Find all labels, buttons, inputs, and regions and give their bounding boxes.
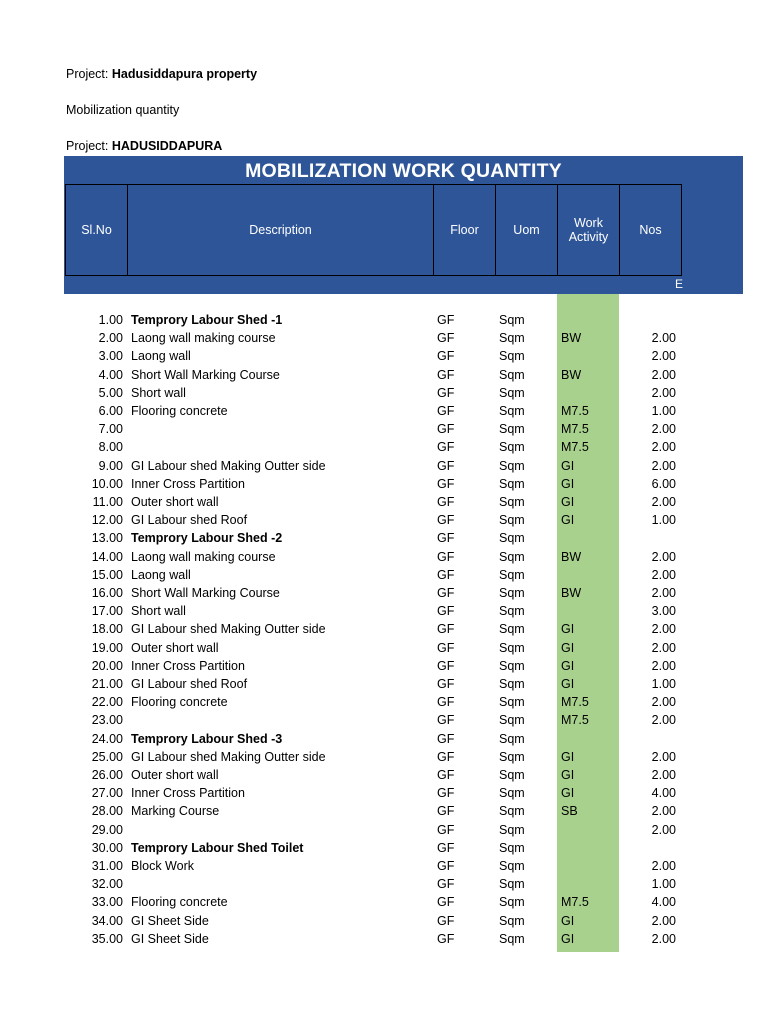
row-floor: GF xyxy=(437,404,455,418)
row-nos: 2.00 xyxy=(651,695,676,710)
row-description: Temprory Labour Shed Toilet xyxy=(131,840,304,855)
row-slno: 8.00 xyxy=(98,440,123,455)
row-slno: 23.00 xyxy=(91,713,123,728)
row-nos: 2.00 xyxy=(651,367,676,382)
row-slno: 15.00 xyxy=(91,567,123,582)
table-row xyxy=(0,802,768,820)
row-work-activity: M7.5 xyxy=(561,440,589,455)
row-floor: GF xyxy=(437,458,455,473)
table-row xyxy=(0,875,768,893)
table-row xyxy=(0,584,768,602)
table-row xyxy=(0,893,768,911)
row-work-activity: GI xyxy=(561,677,575,691)
row-uom: Sqm xyxy=(499,549,525,564)
row-uom: Sqm xyxy=(499,622,525,637)
row-slno: 30.00 xyxy=(91,840,123,855)
row-floor: GF xyxy=(437,731,455,746)
row-description: Temprory Labour Shed -1 xyxy=(131,313,283,327)
row-uom: Sqm xyxy=(499,859,525,873)
row-work-activity: BW xyxy=(561,367,582,382)
row-nos: 2.00 xyxy=(651,749,676,764)
row-work-activity: GI xyxy=(561,622,575,637)
row-slno: 16.00 xyxy=(91,586,123,600)
row-description: Inner Cross Partition xyxy=(131,476,245,491)
table-row xyxy=(0,457,768,475)
subtitle-line: Mobilization quantity xyxy=(66,103,180,117)
row-work-activity: GI xyxy=(561,931,575,946)
row-work-activity: GI xyxy=(561,458,575,473)
row-floor: GF xyxy=(437,367,455,382)
table-row xyxy=(0,475,768,493)
row-nos: 2.00 xyxy=(651,458,676,473)
row-description: Laong wall xyxy=(131,567,191,582)
row-slno: 9.00 xyxy=(98,458,123,473)
row-nos: 2.00 xyxy=(651,567,676,582)
row-description: Flooring concrete xyxy=(131,695,228,710)
row-floor: GF xyxy=(437,385,455,400)
row-nos: 4.00 xyxy=(651,786,676,801)
table-row xyxy=(0,347,768,365)
row-floor: GF xyxy=(437,749,455,764)
table-row xyxy=(0,366,768,384)
row-description: GI Sheet Side xyxy=(131,931,209,946)
row-uom: Sqm xyxy=(499,895,525,910)
row-floor: GF xyxy=(437,931,455,946)
row-work-activity: BW xyxy=(561,586,582,600)
row-nos: 2.00 xyxy=(651,640,676,655)
row-uom: Sqm xyxy=(499,567,525,582)
row-description: Temprory Labour Shed -2 xyxy=(131,531,283,546)
row-nos: 3.00 xyxy=(651,604,676,619)
row-nos: 2.00 xyxy=(651,622,676,637)
row-uom: Sqm xyxy=(499,713,525,728)
row-slno: 19.00 xyxy=(91,640,123,655)
row-work-activity: GI xyxy=(561,495,575,509)
row-floor: GF xyxy=(437,768,455,782)
header-trailing-letter: E xyxy=(675,277,684,291)
table-row xyxy=(0,602,768,620)
row-slno: 14.00 xyxy=(91,549,123,564)
table-row xyxy=(0,529,768,547)
row-nos: 2.00 xyxy=(651,913,676,928)
row-floor: GF xyxy=(437,476,455,491)
row-slno: 20.00 xyxy=(91,658,123,673)
row-work-activity: BW xyxy=(561,331,582,346)
row-description: Inner Cross Partition xyxy=(131,786,245,801)
row-floor: GF xyxy=(437,677,455,691)
col-header-nos: Nos xyxy=(620,185,682,276)
row-floor: GF xyxy=(437,422,455,437)
row-work-activity: GI xyxy=(561,749,575,764)
col-header-work-activity-line2: Activity xyxy=(568,230,609,244)
row-slno: 3.00 xyxy=(98,349,123,364)
row-uom: Sqm xyxy=(499,640,525,655)
row-slno: 32.00 xyxy=(91,877,123,892)
project-name: Hadusiddapura property xyxy=(111,67,258,81)
project-line xyxy=(66,67,257,81)
row-nos: 2.00 xyxy=(651,658,676,673)
row-uom: Sqm xyxy=(499,495,525,509)
row-nos: 2.00 xyxy=(651,586,676,600)
row-floor: GF xyxy=(437,877,455,892)
row-description: Short wall xyxy=(131,385,186,400)
row-uom: Sqm xyxy=(499,840,525,855)
project-code: HADUSIDDAPURA xyxy=(111,139,223,153)
row-slno: 1.00 xyxy=(98,313,123,327)
row-uom: Sqm xyxy=(499,804,525,819)
row-work-activity: M7.5 xyxy=(561,713,589,728)
row-slno: 2.00 xyxy=(98,331,123,346)
row-floor: GF xyxy=(437,713,455,728)
row-nos: 1.00 xyxy=(651,877,676,892)
row-description: GI Sheet Side xyxy=(131,913,209,928)
row-slno: 27.00 xyxy=(91,786,123,801)
row-uom: Sqm xyxy=(499,768,525,782)
table-row xyxy=(0,784,768,802)
row-uom: Sqm xyxy=(499,731,525,746)
row-work-activity: M7.5 xyxy=(561,404,589,418)
table-row xyxy=(0,620,768,638)
row-uom: Sqm xyxy=(499,913,525,928)
row-work-activity: M7.5 xyxy=(561,695,589,710)
row-description: Block Work xyxy=(131,859,194,873)
col-header-uom: Uom xyxy=(496,185,558,276)
row-slno: 35.00 xyxy=(91,931,123,946)
row-slno: 26.00 xyxy=(91,768,123,782)
row-work-activity: BW xyxy=(561,549,582,564)
row-slno: 33.00 xyxy=(91,895,123,910)
table-row xyxy=(0,857,768,875)
row-description: Outer short wall xyxy=(131,640,219,655)
col-header-slno: Sl.No xyxy=(66,185,128,276)
row-nos: 2.00 xyxy=(651,422,676,437)
table-row xyxy=(0,821,768,839)
row-floor: GF xyxy=(437,913,455,928)
table-title: MOBILIZATION WORK QUANTITY xyxy=(245,160,562,182)
row-description: Flooring concrete xyxy=(131,404,228,418)
row-slno: 29.00 xyxy=(91,822,123,837)
row-uom: Sqm xyxy=(499,604,525,619)
row-slno: 24.00 xyxy=(91,731,123,746)
row-uom: Sqm xyxy=(499,931,525,946)
row-floor: GF xyxy=(437,513,455,528)
row-nos: 6.00 xyxy=(651,476,676,491)
column-header-row xyxy=(65,184,682,276)
row-uom: Sqm xyxy=(499,349,525,364)
row-description: GI Labour shed Making Outter side xyxy=(131,458,326,473)
row-work-activity: GI xyxy=(561,513,575,528)
row-nos: 2.00 xyxy=(651,768,676,782)
row-slno: 7.00 xyxy=(98,422,123,437)
row-floor: GF xyxy=(437,586,455,600)
row-floor: GF xyxy=(437,640,455,655)
row-nos: 1.00 xyxy=(651,677,676,691)
row-description: Outer short wall xyxy=(131,495,219,509)
table-row xyxy=(0,912,768,930)
table-row xyxy=(0,675,768,693)
row-floor: GF xyxy=(437,495,455,509)
table-row xyxy=(0,693,768,711)
row-uom: Sqm xyxy=(499,786,525,801)
col-header-work-activity xyxy=(558,185,620,276)
row-description: Short Wall Marking Course xyxy=(131,586,280,600)
row-floor: GF xyxy=(437,349,455,364)
table-row xyxy=(0,402,768,420)
row-uom: Sqm xyxy=(499,695,525,710)
project-code-line xyxy=(66,139,222,153)
row-description: Short Wall Marking Course xyxy=(131,367,280,382)
row-slno: 34.00 xyxy=(91,913,123,928)
row-uom: Sqm xyxy=(499,877,525,892)
col-header-work-activity-line1: Work xyxy=(574,216,603,230)
row-description: GI Labour shed Making Outter side xyxy=(131,749,326,764)
row-description: GI Labour shed Making Outter side xyxy=(131,622,326,637)
table-row xyxy=(0,420,768,438)
table-row xyxy=(0,493,768,511)
row-description: Laong wall making course xyxy=(131,549,276,564)
row-slno: 22.00 xyxy=(91,695,123,710)
row-slno: 10.00 xyxy=(91,476,123,491)
project-code-label: Project: xyxy=(66,139,112,153)
row-description: Laong wall making course xyxy=(131,331,276,346)
table-row xyxy=(0,657,768,675)
row-work-activity: SB xyxy=(561,804,578,819)
row-nos: 2.00 xyxy=(651,549,676,564)
row-uom: Sqm xyxy=(499,749,525,764)
table-header-banner xyxy=(64,156,743,294)
row-work-activity: M7.5 xyxy=(561,895,589,910)
row-description: Temprory Labour Shed -3 xyxy=(131,731,283,746)
table-row xyxy=(0,566,768,584)
row-work-activity: GI xyxy=(561,658,575,673)
row-floor: GF xyxy=(437,840,455,855)
table-row xyxy=(0,730,768,748)
row-description: Laong wall xyxy=(131,349,191,364)
row-description: Flooring concrete xyxy=(131,895,228,910)
row-floor: GF xyxy=(437,822,455,837)
row-floor: GF xyxy=(437,622,455,637)
row-nos: 2.00 xyxy=(651,859,676,873)
row-slno: 17.00 xyxy=(91,604,123,619)
row-work-activity: GI xyxy=(561,786,575,801)
row-nos: 4.00 xyxy=(651,895,676,910)
row-floor: GF xyxy=(437,859,455,873)
row-uom: Sqm xyxy=(499,658,525,673)
row-floor: GF xyxy=(437,804,455,819)
table-row xyxy=(0,711,768,729)
row-floor: GF xyxy=(437,549,455,564)
row-uom: Sqm xyxy=(499,513,525,528)
row-slno: 18.00 xyxy=(91,622,123,637)
row-description: Short wall xyxy=(131,604,186,619)
table-row xyxy=(0,329,768,347)
row-slno: 4.00 xyxy=(98,367,123,382)
row-floor: GF xyxy=(437,331,455,346)
row-nos: 2.00 xyxy=(651,331,676,346)
row-slno: 25.00 xyxy=(91,749,123,764)
row-nos: 2.00 xyxy=(651,495,676,509)
row-slno: 28.00 xyxy=(91,804,123,819)
row-nos: 2.00 xyxy=(651,440,676,455)
row-floor: GF xyxy=(437,695,455,710)
table-row xyxy=(0,639,768,657)
row-slno: 21.00 xyxy=(91,677,123,691)
table-row xyxy=(0,384,768,402)
row-slno: 12.00 xyxy=(91,513,123,528)
table-row xyxy=(0,548,768,566)
row-slno: 11.00 xyxy=(92,495,123,509)
row-slno: 13.00 xyxy=(91,531,123,546)
row-nos: 2.00 xyxy=(651,713,676,728)
row-description: Marking Course xyxy=(131,804,220,819)
row-uom: Sqm xyxy=(499,422,525,437)
row-floor: GF xyxy=(437,895,455,910)
row-floor: GF xyxy=(437,786,455,801)
row-uom: Sqm xyxy=(499,440,525,455)
row-description: GI Labour shed Roof xyxy=(131,677,248,691)
row-nos: 2.00 xyxy=(651,349,676,364)
row-nos: 2.00 xyxy=(651,931,676,946)
table-row xyxy=(0,511,768,529)
table-row xyxy=(0,311,768,329)
row-uom: Sqm xyxy=(499,331,525,346)
col-header-description: Description xyxy=(128,185,434,276)
row-uom: Sqm xyxy=(499,313,525,327)
row-work-activity: GI xyxy=(561,913,575,928)
row-work-activity: GI xyxy=(561,476,575,491)
row-uom: Sqm xyxy=(499,677,525,691)
row-slno: 5.00 xyxy=(98,385,123,400)
row-description: Outer short wall xyxy=(131,768,219,782)
row-description: GI Labour shed Roof xyxy=(131,513,248,528)
row-uom: Sqm xyxy=(499,586,525,600)
row-uom: Sqm xyxy=(499,404,525,418)
col-header-floor: Floor xyxy=(434,185,496,276)
row-nos: 1.00 xyxy=(651,513,676,528)
row-description: Inner Cross Partition xyxy=(131,658,245,673)
row-uom: Sqm xyxy=(499,367,525,382)
table-row xyxy=(0,839,768,857)
table-row xyxy=(0,748,768,766)
row-work-activity: GI xyxy=(561,640,575,655)
row-uom: Sqm xyxy=(499,822,525,837)
row-work-activity: GI xyxy=(561,768,575,782)
row-floor: GF xyxy=(437,313,455,327)
project-label: Project: xyxy=(66,67,112,81)
row-work-activity: M7.5 xyxy=(561,422,589,437)
row-floor: GF xyxy=(437,567,455,582)
row-uom: Sqm xyxy=(499,531,525,546)
row-nos: 2.00 xyxy=(651,804,676,819)
row-nos: 1.00 xyxy=(651,404,676,418)
row-floor: GF xyxy=(437,604,455,619)
row-floor: GF xyxy=(437,440,455,455)
row-floor: GF xyxy=(437,658,455,673)
table-row xyxy=(0,438,768,456)
table-row xyxy=(0,766,768,784)
row-floor: GF xyxy=(437,531,455,546)
row-nos: 2.00 xyxy=(651,822,676,837)
table-row xyxy=(0,930,768,948)
row-uom: Sqm xyxy=(499,458,525,473)
row-slno: 31.00 xyxy=(91,859,123,873)
row-uom: Sqm xyxy=(499,476,525,491)
row-nos: 2.00 xyxy=(651,385,676,400)
row-slno: 6.00 xyxy=(98,404,123,418)
row-uom: Sqm xyxy=(499,385,525,400)
